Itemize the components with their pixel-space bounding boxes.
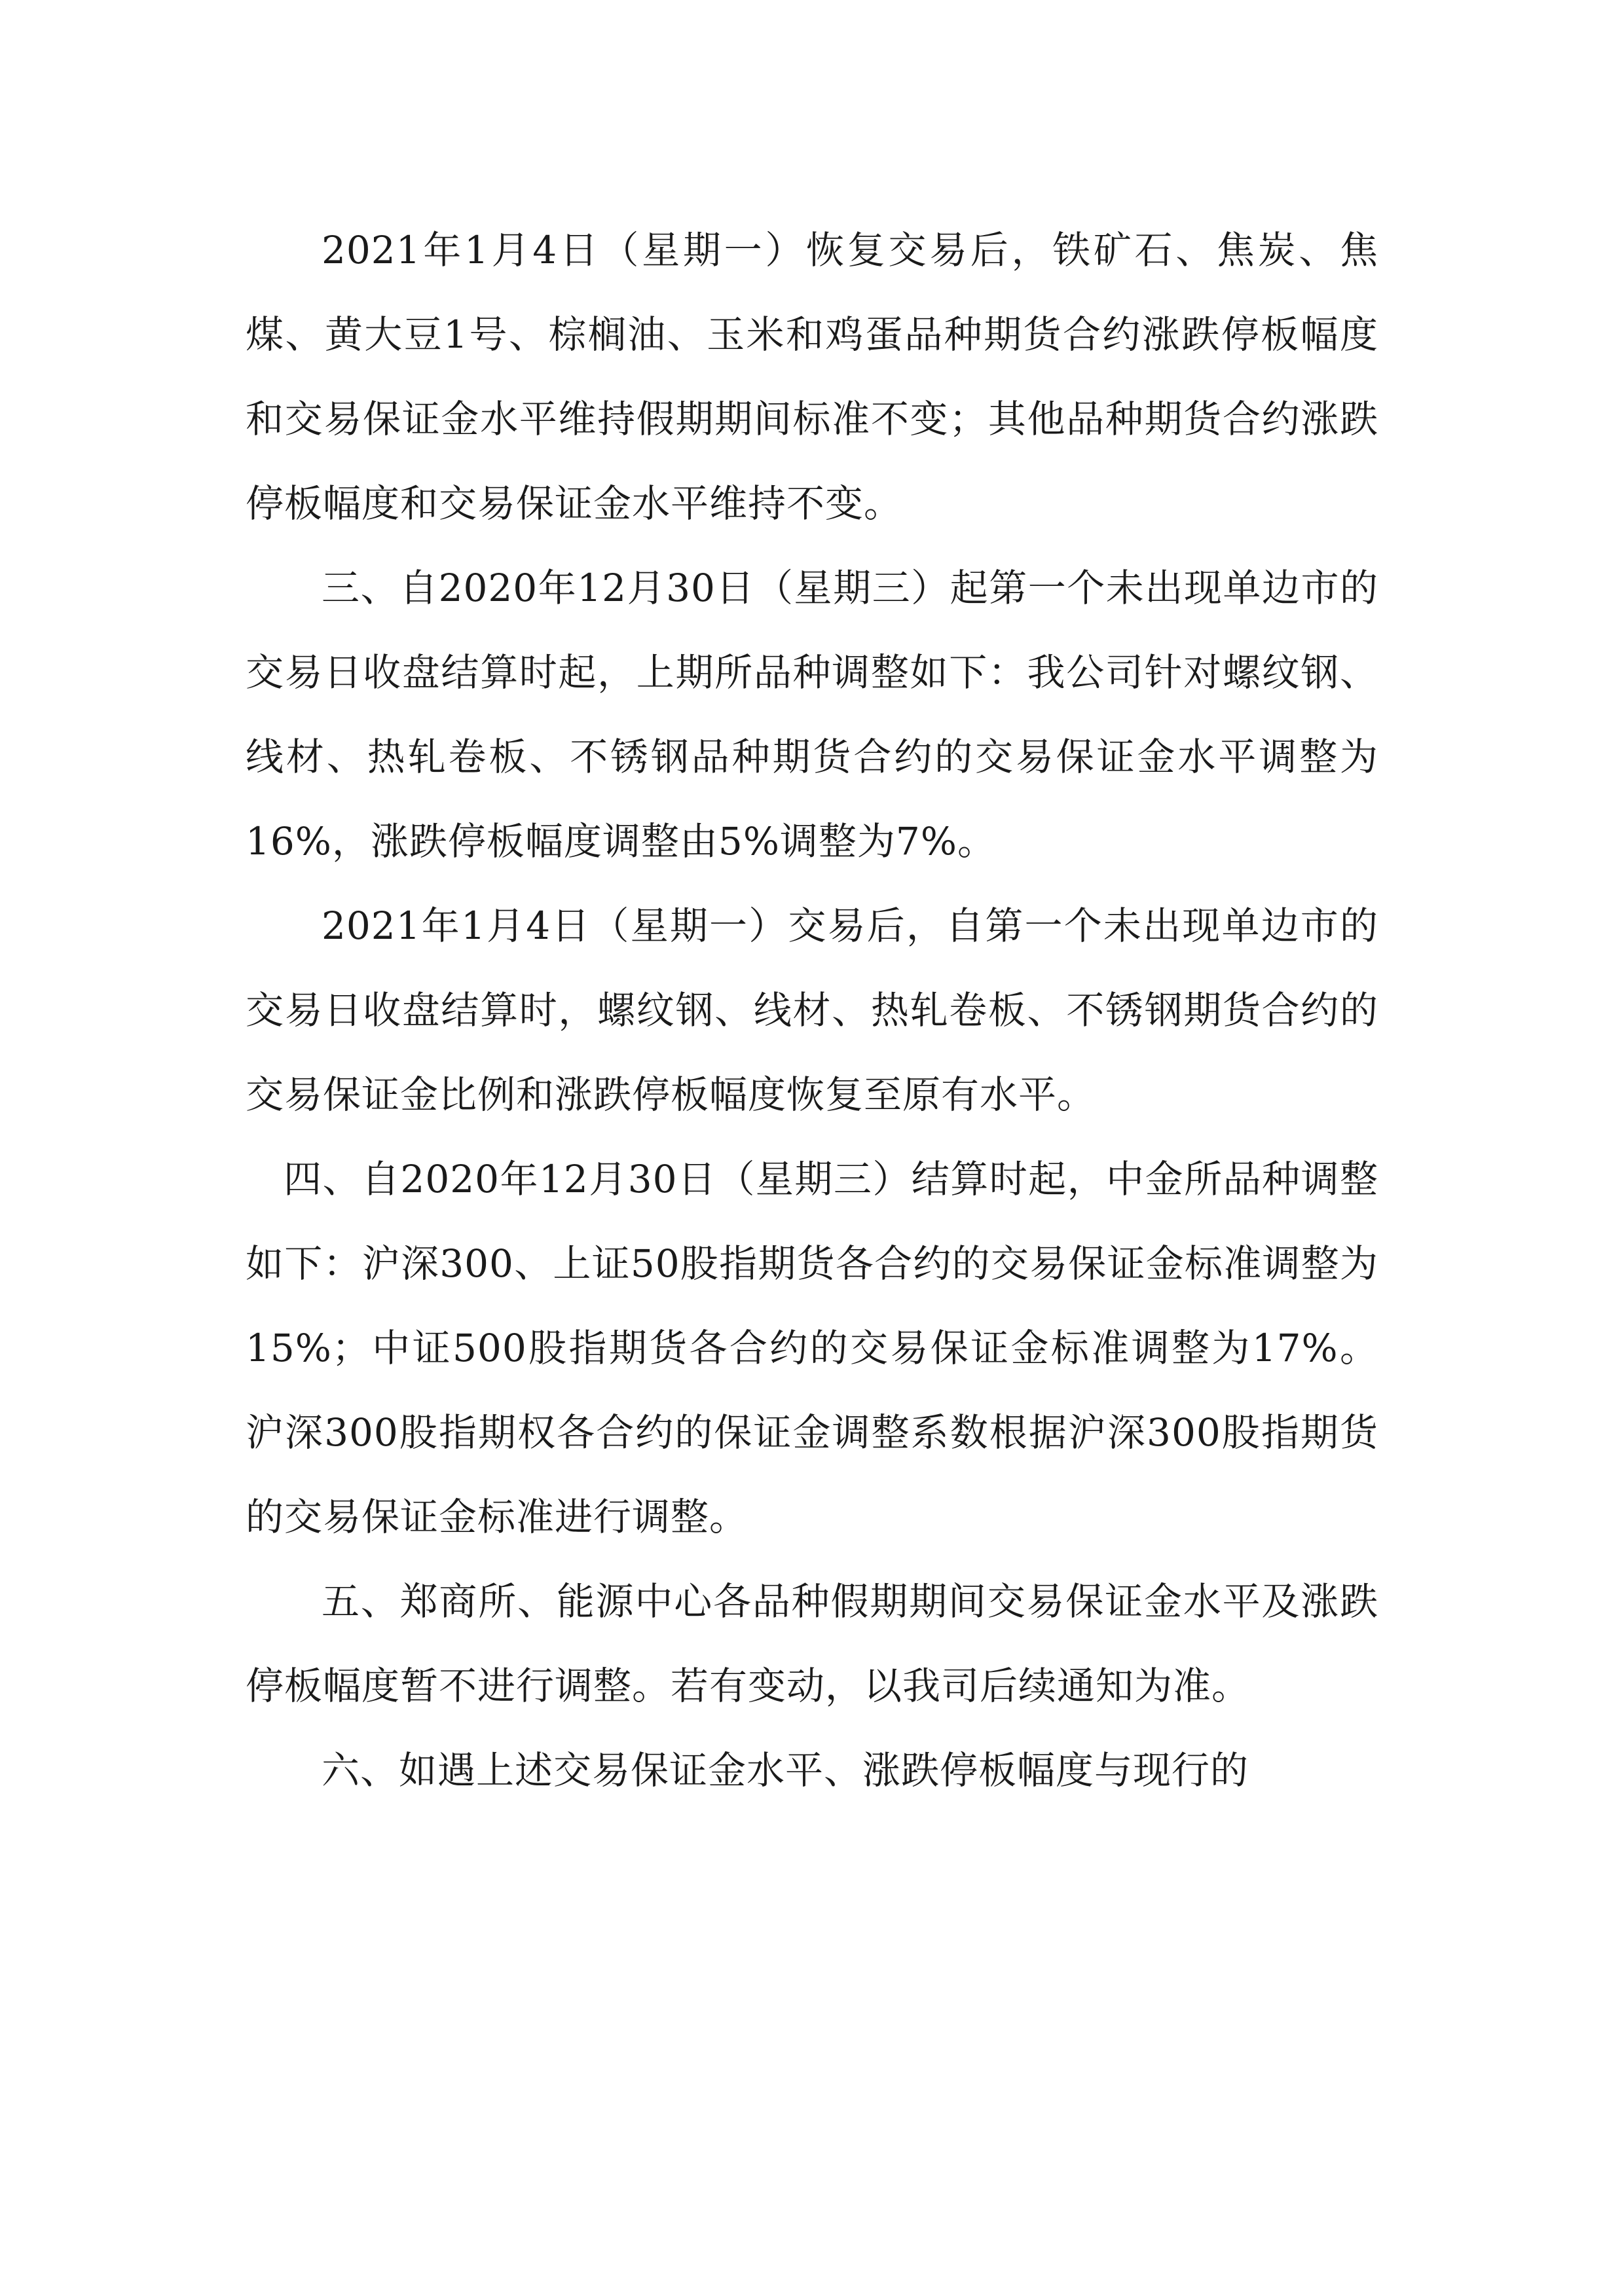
paragraph-shfe-restore: 2021年1月4日（星期一）交易后，自第一个未出现单边市的交易日收盘结算时，螺纹钢、线材、热轧卷板、不锈钢期货合约的交易保证金比例和涨跌停板幅度恢复至原有水平。 <box>246 903 1378 1117</box>
paragraph-section-4-cffex: 四、自2020年12月30日（星期三）结算时起，中金所品种调整如下：沪深300、上证50股指期货各合约的交易保证金标准调整为15%；中证500股指期货各合约的交易保证金标准调整为17%。沪深300股指期权各合约的保证金调整系数根据沪深300股指期货的交易保证金标准进行调整。 <box>246 1157 1378 1539</box>
paragraph-section-5-czce-ine: 五、郑商所、能源中心各品种假期期间交易保证金水平及涨跌停板幅度暂不进行调整。若有变动，以我司后续通知为准。 <box>246 1579 1378 1708</box>
document-body <box>246 208 1378 1813</box>
paragraph-resume-trading-dce: 2021年1月4日（星期一）恢复交易后，铁矿石、焦炭、焦煤、黄大豆1号、棕榈油、玉米和鸡蛋品种期货合约涨跌停板幅度和交易保证金水平维持假期期间标准不变；其他品种期货合约涨跌停板幅度和交易保证金水平维持不变。 <box>246 228 1378 526</box>
paragraph-section-3-shfe: 三、自2020年12月30日（星期三）起第一个未出现单边市的交易日收盘结算时起，上期所品种调整如下：我公司针对螺纹钢、线材、热轧卷板、不锈钢品种期货合约的交易保证金水平调整为16%，涨跌停板幅度调整由5%调整为7%。 <box>246 566 1378 864</box>
paragraph-section-6: 六、如遇上述交易保证金水平、涨跌停板幅度与现行的 <box>322 1748 1249 1793</box>
